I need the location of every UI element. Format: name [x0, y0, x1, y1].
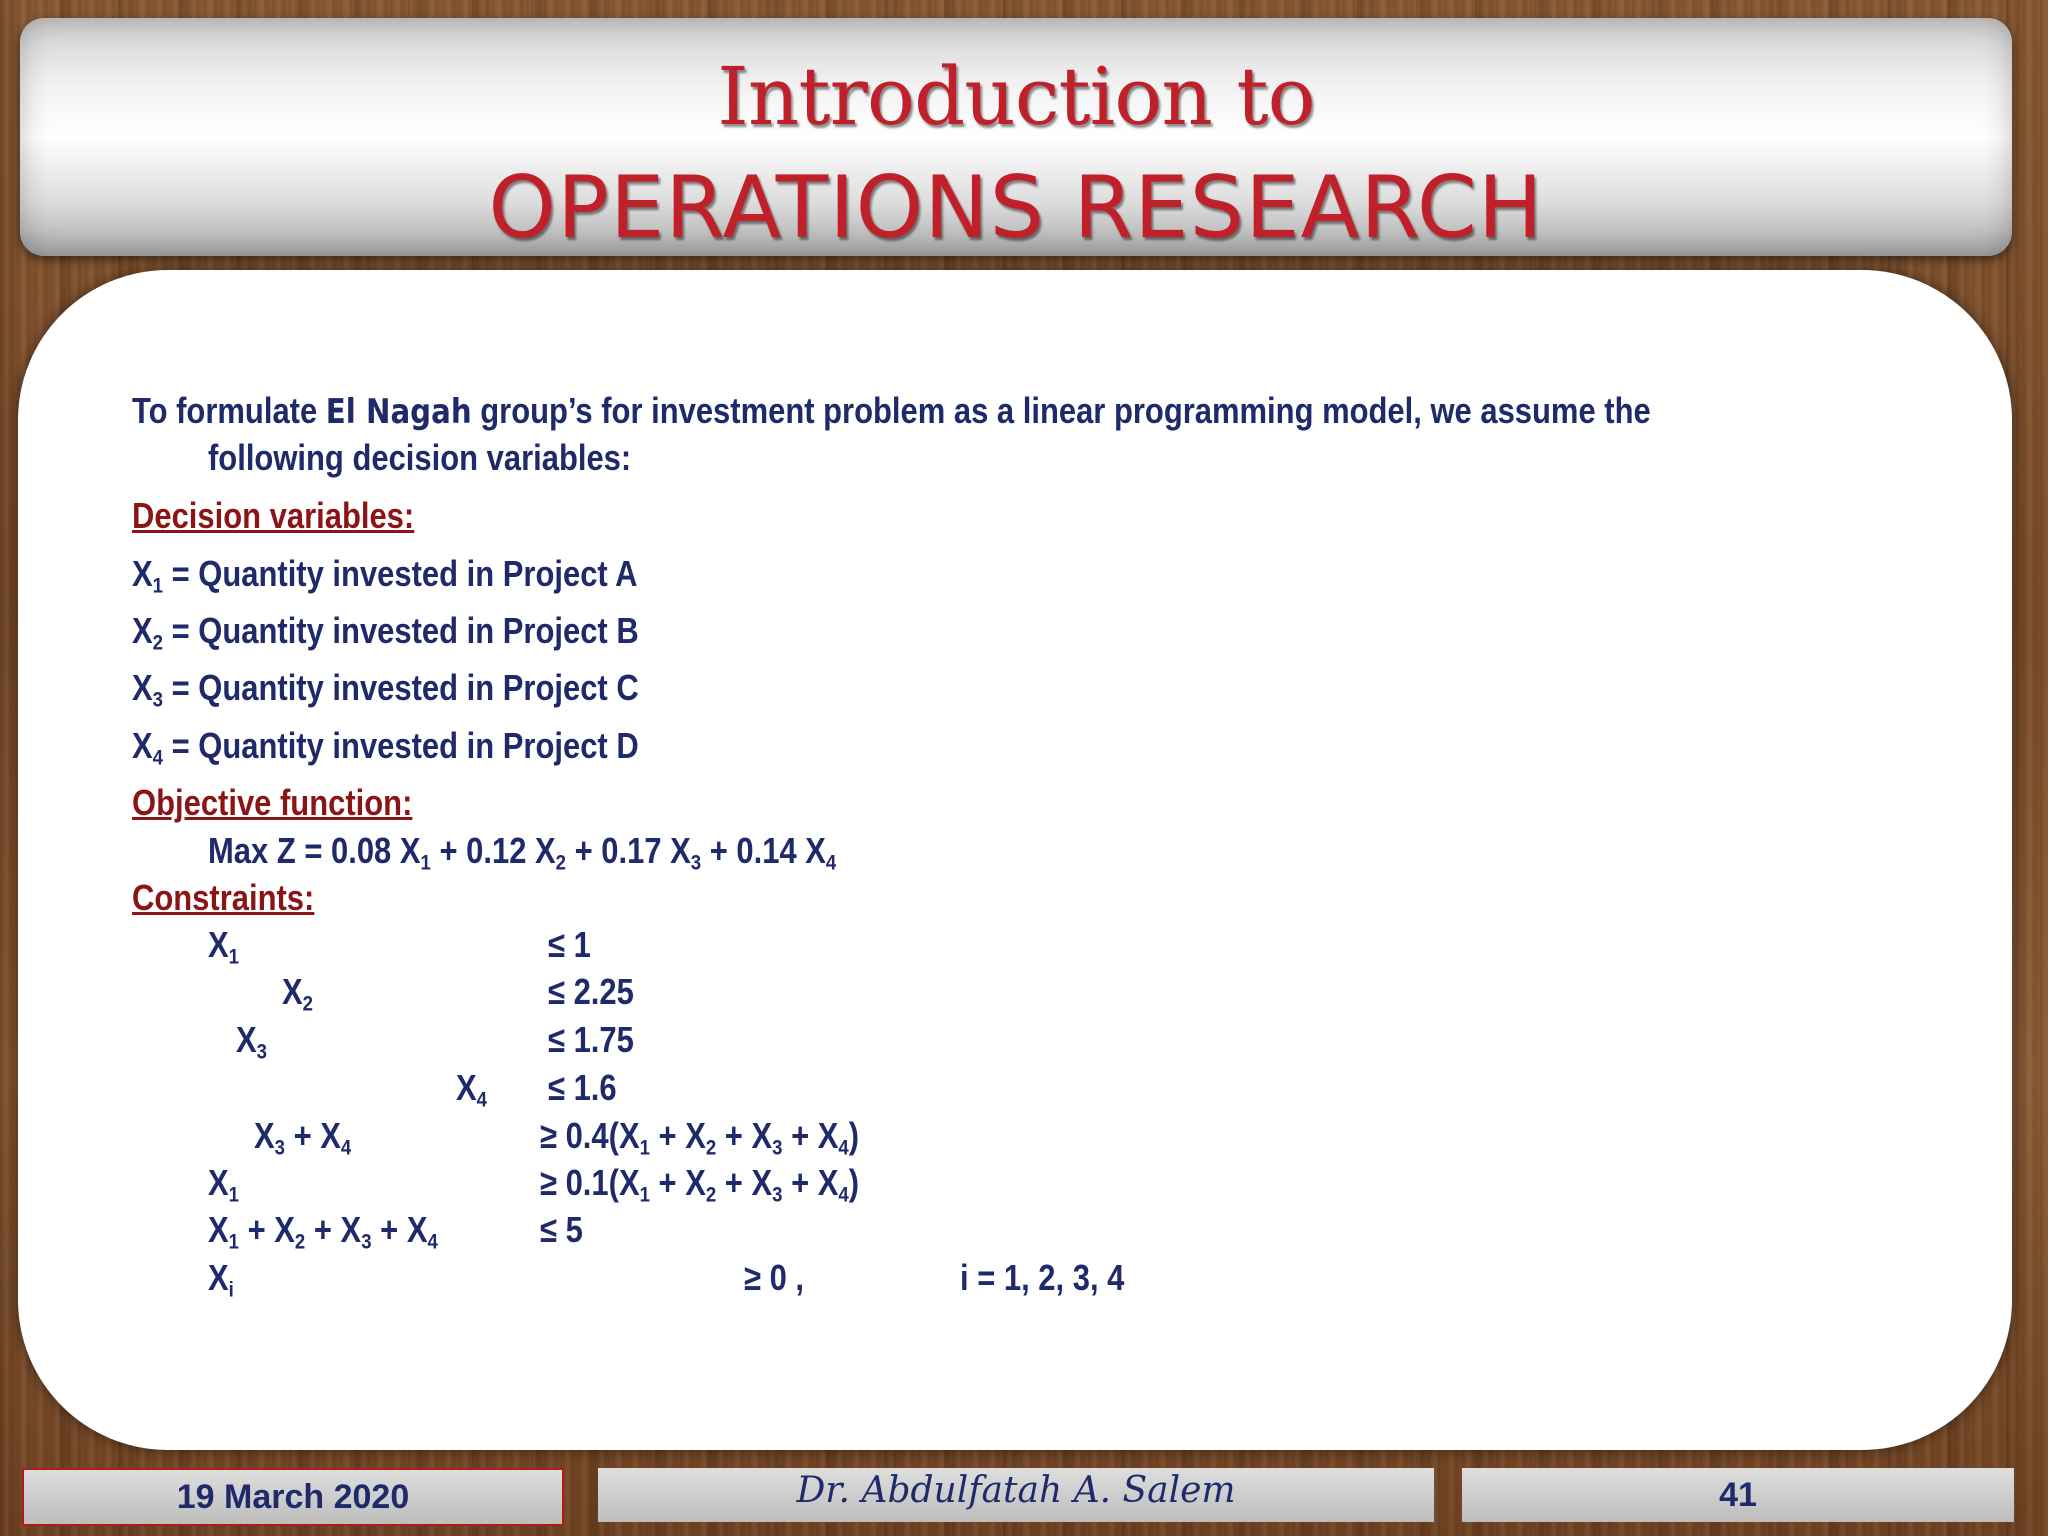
constraint-lhs: $X_4$ — [456, 1067, 487, 1112]
constraints-heading: Constraints: — [132, 877, 315, 918]
title-line-1: Introduction to — [717, 50, 1315, 143]
constraint-rhs: ≤ 2.25 — [548, 971, 634, 1012]
decision-variable-row: $X_4$ = Quantity invested in Project D — [132, 725, 639, 770]
group-name: El Nagah — [325, 392, 472, 432]
intro-line-2: following decision variables: — [208, 437, 632, 478]
title-banner — [20, 18, 2012, 256]
constraint-lhs: $X_i$ — [208, 1257, 234, 1302]
constraint-rhs: ≤ 5 — [540, 1209, 583, 1250]
constraint-rhs: ≤ 1 — [548, 924, 591, 965]
objective-function-equation: Max Z = 0.08 $X_1 + 0.12$ $X_2 + 0.17$ $X_3 + 0.14$ $X_4$ — [208, 830, 837, 875]
title-line-2: OPERATIONS RESEARCH — [488, 158, 1544, 258]
constraint-rhs: ≤ 1.75 — [548, 1019, 634, 1060]
footer-author: Dr. Abdulfatah A. Salem — [598, 1468, 1434, 1522]
constraint-lhs: $X_2$ — [282, 971, 313, 1016]
decision-variable-row: $X_1$ = Quantity invested in Project A — [132, 553, 638, 598]
constraint-rhs: ≥ $0.1(X_1 + X_2 + X_3 + X_4)$ — [540, 1162, 860, 1207]
constraint-lhs: $X_3 + X_4$ — [254, 1115, 352, 1160]
constraint-index: i = 1, 2, 3, 4 — [960, 1257, 1125, 1298]
intro-text-end: group’s for investment problem as a linear programming model, we assume the — [471, 390, 1651, 431]
constraint-lhs: $X_1$ — [208, 924, 239, 969]
intro-text-start: To formulate — [132, 390, 326, 431]
constraint-rhs: ≤ 1.6 — [548, 1067, 617, 1108]
footer-page-number: 41 — [1462, 1468, 2014, 1522]
constraint-lhs: $X_3$ — [236, 1019, 267, 1064]
constraint-rhs: ≥ $0.4(X_1 + X_2 + X_3 + X_4)$ — [540, 1115, 860, 1160]
constraint-rhs: ≥ 0 , — [744, 1257, 805, 1298]
constraint-lhs: $X_1 + X_2 + X_3 + X_4$ — [208, 1209, 438, 1254]
decision-variable-row: $X_3$ = Quantity invested in Project C — [132, 667, 639, 712]
constraint-lhs: $X_1$ — [208, 1162, 239, 1207]
decision-variables-heading: Decision variables: — [132, 495, 415, 536]
footer-date: 19 March 2020 — [22, 1468, 564, 1526]
intro-line-1 — [132, 390, 1651, 432]
decision-variable-row: $X_2$ = Quantity invested in Project B — [132, 610, 639, 655]
objective-function-heading: Objective function: — [132, 782, 413, 823]
